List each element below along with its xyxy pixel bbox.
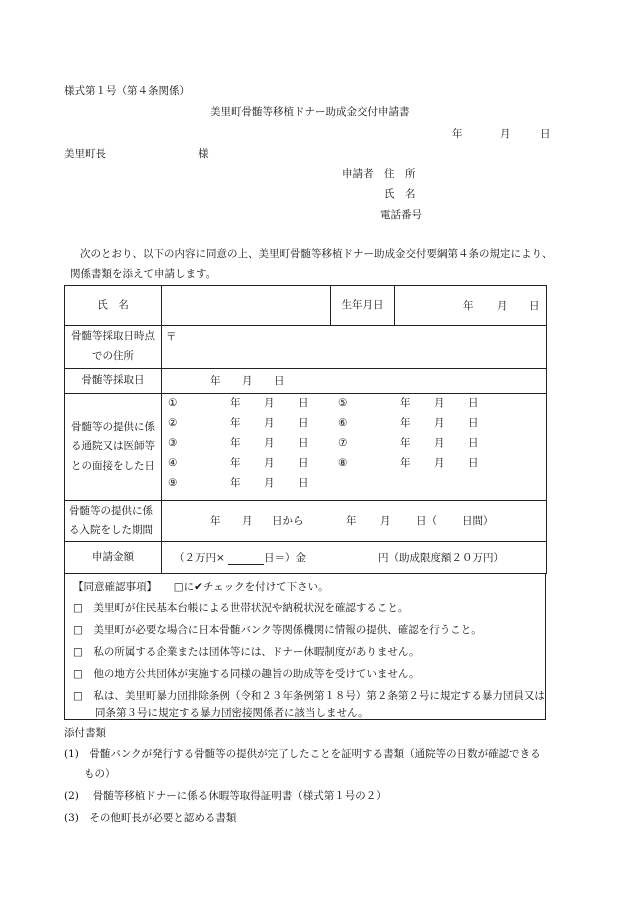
visit-marker-right-0: ⑤: [338, 397, 348, 409]
hospital-days: 日間）: [462, 515, 494, 527]
visit-day-left-1: 日: [298, 417, 309, 429]
visit-marker-left-4: ⑨: [168, 477, 178, 489]
applicant-phone-label: 電話番号: [380, 209, 422, 221]
applicant-name-label: 氏 名: [384, 188, 416, 200]
attachments-heading: 添付書類: [64, 727, 106, 739]
visit-year-left-0: 年: [230, 397, 241, 409]
visits-label-line-1: 骨髄等の提供に係: [71, 420, 155, 433]
applicant-address-label: 住 所: [384, 168, 416, 180]
visit-month-right-3: 月: [434, 457, 445, 469]
visit-month-left-1: 月: [264, 417, 275, 429]
visit-marker-right-2: ⑦: [338, 437, 348, 449]
birth-year: 年: [463, 300, 474, 312]
visit-marker-left-1: ②: [168, 417, 178, 429]
address-label-line-1: 骨髄等採取日時点: [71, 330, 155, 343]
amount-yen: 円（助成限度額２０万円）: [378, 552, 504, 564]
visit-year-left-4: 年: [230, 477, 241, 489]
harvest-month: 月: [242, 375, 253, 387]
amount-label: 申請金額: [65, 542, 162, 574]
harvest-date-field[interactable]: [162, 369, 547, 394]
visit-month-left-2: 月: [264, 437, 275, 449]
visits-label: [65, 394, 162, 501]
harvest-year: 年: [210, 375, 221, 387]
visit-year-right-0: 年: [400, 397, 411, 409]
hospital-label-line-2: る入院をした期間: [69, 524, 153, 536]
visit-marker-right-1: ⑥: [338, 417, 348, 429]
birth-month: 月: [497, 300, 508, 312]
amount-days-blank[interactable]: [228, 554, 264, 565]
name-field[interactable]: [162, 286, 331, 326]
consent-heading-line: [73, 579, 329, 594]
attachment-item-2: (2) 骨髄等移植ドナーに係る休暇等取得証明書（様式第１号の２）: [64, 790, 387, 802]
visit-month-right-2: 月: [434, 437, 445, 449]
visit-marker-right-3: ⑧: [338, 457, 348, 469]
visit-day-right-0: 日: [468, 397, 479, 409]
consent-item-1[interactable]: □ 美里町が住民基本台帳による世帯状況や納税状況を確認すること。: [73, 602, 409, 614]
address-label: [65, 326, 162, 369]
application-table: [64, 285, 547, 574]
row-name: [65, 286, 547, 326]
consent-item-4[interactable]: □ 他の地方公共団体が実施する同様の趣旨の助成等を受けていません。: [73, 668, 420, 680]
addressee-honorific: 様: [198, 148, 209, 160]
date-year-label: 年: [452, 128, 463, 140]
visit-year-left-3: 年: [230, 457, 241, 469]
visit-month-left-3: 月: [264, 457, 275, 469]
visit-day-left-3: 日: [298, 457, 309, 469]
hospital-day-from: 日から: [272, 515, 304, 527]
visit-year-left-1: 年: [230, 417, 241, 429]
amount-prefix: （２万円×: [174, 552, 225, 564]
visit-year-left-2: 年: [230, 437, 241, 449]
consent-heading: 【同意確認事項】: [73, 581, 157, 593]
amount-suffix: 日＝）金: [264, 552, 306, 564]
visits-field[interactable]: [162, 394, 547, 501]
address-field[interactable]: [162, 326, 547, 369]
name-label: 氏 名: [65, 286, 162, 326]
visit-month-right-0: 月: [434, 397, 445, 409]
hospital-month-2: 月: [380, 515, 391, 527]
hospital-label-line-1: 骨髄等の提供に係: [69, 505, 153, 518]
harvest-day: 日: [274, 375, 285, 387]
consent-instruction: □に✔チェックを付けて下さい。: [173, 581, 329, 593]
consent-item-5-cont: 同条第３号に規定する暴力団密接関係者に該当しません。: [95, 707, 369, 719]
amount-field[interactable]: [162, 542, 547, 574]
intro-line-1: 次のとおり、以下の内容に同意の上、美里町骨髄等移植ドナー助成金交付要綱第４条の規定により、: [80, 248, 553, 260]
harvest-label: 骨髄等採取日: [65, 369, 162, 394]
row-hospital: [65, 501, 547, 542]
consent-item-3[interactable]: □ 私の所属する企業または団体等には、ドナー休暇制度がありません。: [73, 646, 420, 658]
visit-day-right-1: 日: [468, 417, 479, 429]
birth-date-field[interactable]: [395, 286, 547, 326]
row-harvest: [65, 369, 547, 394]
attachment-item-1-cont: もの）: [84, 768, 116, 780]
hospital-year-2: 年: [346, 515, 357, 527]
row-amount: [65, 542, 547, 574]
document-title: 美里町骨髄等移植ドナー助成金交付申請書: [210, 106, 410, 118]
consent-item-2[interactable]: □ 美里町が必要な場合に日本骨髄バンク等関係機関に情報の提供、確認を行うこと。: [73, 624, 482, 636]
hospital-month: 月: [242, 515, 253, 527]
visits-label-line-2: る通院又は医師等: [71, 440, 155, 453]
visit-marker-left-3: ④: [168, 457, 178, 469]
attachment-item-3: (3) その他町長が必要と認める書類: [64, 812, 237, 824]
visit-day-right-2: 日: [468, 437, 479, 449]
attachment-item-1: (1) 骨髄バンクが発行する骨髄等の提供が完了したことを証明する書類（通院等の日数が確認できる: [64, 748, 541, 760]
visit-month-left-4: 月: [264, 477, 275, 489]
hospital-period-field[interactable]: [162, 501, 547, 542]
date-month-label: 月: [500, 128, 511, 140]
row-visits: [65, 394, 547, 501]
date-day-label: 日: [540, 128, 551, 140]
form-number: 様式第１号（第４条関係）: [64, 85, 190, 97]
intro-line-2: 関係書類を添えて申請します。: [70, 268, 217, 280]
visit-marker-left-2: ③: [168, 437, 178, 449]
visit-year-right-2: 年: [400, 437, 411, 449]
birth-label: 生年月日: [331, 286, 395, 326]
visit-year-right-1: 年: [400, 417, 411, 429]
address-label-line-2: での住所: [92, 350, 134, 362]
visit-month-left-0: 月: [264, 397, 275, 409]
visit-month-right-1: 月: [434, 417, 445, 429]
consent-item-5[interactable]: □ 私は、美里町暴力団排除条例（令和２３年条例第１８号）第２条第２号に規定する暴力団員又は: [73, 690, 545, 702]
hospital-day-paren: 日（: [416, 515, 437, 527]
postal-mark: 〒: [166, 331, 177, 343]
hospital-year: 年: [210, 515, 221, 527]
row-address: [65, 326, 547, 369]
visits-label-line-3: との面接をした日: [71, 459, 155, 472]
applicant-label: 申請者: [342, 168, 374, 180]
visit-year-right-3: 年: [400, 457, 411, 469]
birth-day: 日: [529, 300, 540, 312]
visit-day-left-2: 日: [298, 437, 309, 449]
consent-box: [64, 573, 546, 720]
hospital-label: [65, 501, 162, 542]
visit-day-left-4: 日: [298, 477, 309, 489]
visit-day-left-0: 日: [298, 397, 309, 409]
addressee-name: 美里町長: [64, 148, 106, 160]
visit-marker-left-0: ①: [168, 397, 178, 409]
visit-day-right-3: 日: [468, 457, 479, 469]
